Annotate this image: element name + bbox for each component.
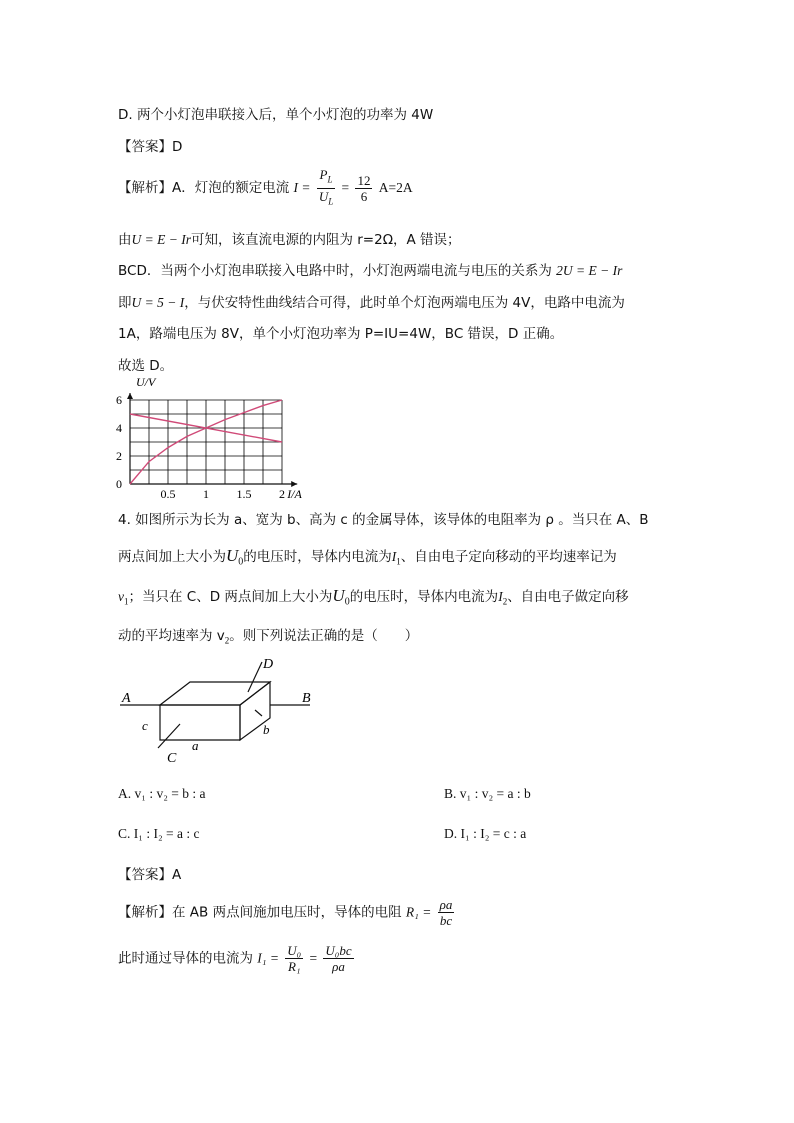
chart-grid bbox=[130, 400, 282, 484]
fraction-current-result: $\frac{\text{U₀bc}}{\rho a}$ bbox=[325, 943, 352, 974]
y-tick-label: 4 bbox=[116, 421, 122, 435]
y-axis-arrow bbox=[127, 393, 133, 399]
option-d: D. I₁ : I₂ = c : a bbox=[444, 826, 527, 841]
analysis-line-4: 即U = 5 − I，与伏安特性曲线结合可得，此时单个灯泡两端电压为 4V，电路中电流为 bbox=[118, 295, 625, 311]
y-tick-label: 0 bbox=[116, 477, 122, 491]
option-d-text: D. 两个小灯泡串联接入后，单个小灯泡的功率为 4W bbox=[118, 107, 434, 123]
y-tick-label: 6 bbox=[116, 393, 122, 407]
label-d-point: D bbox=[263, 657, 274, 672]
label-a-length: a bbox=[192, 738, 199, 753]
q4-line-4: 动的平均速率为 $v_2$。则下列说法正确的是（ ） bbox=[118, 628, 419, 646]
equation: I = bbox=[293, 180, 311, 196]
fraction-resistance: $\frac{\rho a}{bc}$ bbox=[439, 897, 453, 928]
analysis-line-1: 【解析】A．灯泡的额定电流 I = $\frac{P_L}{U_L}$ = $\frac{12}{6}$ A=2A bbox=[118, 167, 413, 209]
q4-line-1: 4. 如图所示为长为 a、宽为 b、高为 c 的金属导体，该导体的电阻率为 ρ 。当只在 A、B bbox=[118, 512, 649, 528]
block-top-face bbox=[160, 682, 270, 705]
fraction-12-6: $\frac{12}{6}$ bbox=[357, 172, 371, 204]
q4-answer: 【答案】A bbox=[118, 867, 182, 883]
x-tick-label: 1 bbox=[203, 487, 209, 501]
x-tick-label: 2 bbox=[279, 487, 285, 501]
q4-line-3: $v_1$；当只在 C、D 两点间加上大小为$U_0$的电压时，导体内电流为$I_2$、自由电子做定向移 bbox=[118, 586, 629, 608]
label-b-width: b bbox=[263, 722, 270, 737]
y-axis-label: U/V bbox=[136, 375, 156, 389]
answer-label: 【答案】D bbox=[118, 139, 183, 155]
block-front-face bbox=[160, 705, 240, 740]
y-tick-label: 2 bbox=[116, 449, 122, 463]
dim-b-line bbox=[255, 710, 262, 716]
x-axis-label: I/A bbox=[287, 487, 302, 501]
current-result: A=2A bbox=[378, 180, 413, 196]
conductor-block-figure bbox=[110, 650, 330, 770]
analysis-line-5: 1A，路端电压为 8V，单个小灯泡功率为 P=IU=4W，BC 错误，D 正确。 bbox=[118, 326, 564, 342]
x-tick-label: 0.5 bbox=[160, 487, 176, 501]
label-c-point: C bbox=[167, 751, 177, 766]
label-a-point: A bbox=[122, 691, 131, 706]
x-tick-label: 1.5 bbox=[236, 487, 252, 501]
option-b: B. v₁ : v₂ = a : b bbox=[444, 786, 531, 801]
q4-analysis-2: 此时通过导体的电流为 I₁ = $\frac{\text{U₀}}{\text{R₁}}$ = $\frac{\text{U₀bc}}{\rho a}$ bbox=[118, 943, 352, 974]
label-c-height: c bbox=[142, 718, 148, 733]
analysis-text: A．灯泡的额定电流 bbox=[172, 180, 290, 197]
lead-c bbox=[158, 724, 180, 748]
q4-analysis-1: 【解析】在 AB 两点间施加电压时，导体的电阻 R₁ = $\frac{\rho a}{bc}$ bbox=[118, 897, 453, 928]
iv-chart bbox=[110, 372, 330, 502]
fraction-u0-r1: $\frac{\text{U₀}}{\text{R₁}}$ bbox=[287, 943, 302, 974]
fraction-power-voltage: $\frac{P_L}{U_L}$ bbox=[318, 167, 334, 207]
analysis-line-6: 故选 D。 bbox=[118, 358, 174, 374]
chart-ticks bbox=[116, 375, 303, 501]
option-c: C. I₁ : I₂ = a : c bbox=[118, 826, 200, 841]
lead-d bbox=[248, 662, 262, 692]
label-b-point: B bbox=[302, 691, 311, 706]
q4-line-2: 两点间加上大小为$U_0$的电压时，导体内电流为$I_1$、自由电子定向移动的平均速率记为 bbox=[118, 546, 617, 568]
analysis-label: 【解析】 bbox=[118, 180, 172, 197]
analysis-line-2: 由U = E − Ir可知，该直流电源的内阻为 r=2Ω，A 错误； bbox=[118, 232, 461, 248]
analysis-line-3: BCD．当两个小灯泡串联接入电路中时，小灯泡两端电流与电压的关系为 2U = E − Ir bbox=[118, 263, 623, 279]
option-a: A. v₁ : v₂ = b : a bbox=[118, 786, 206, 801]
